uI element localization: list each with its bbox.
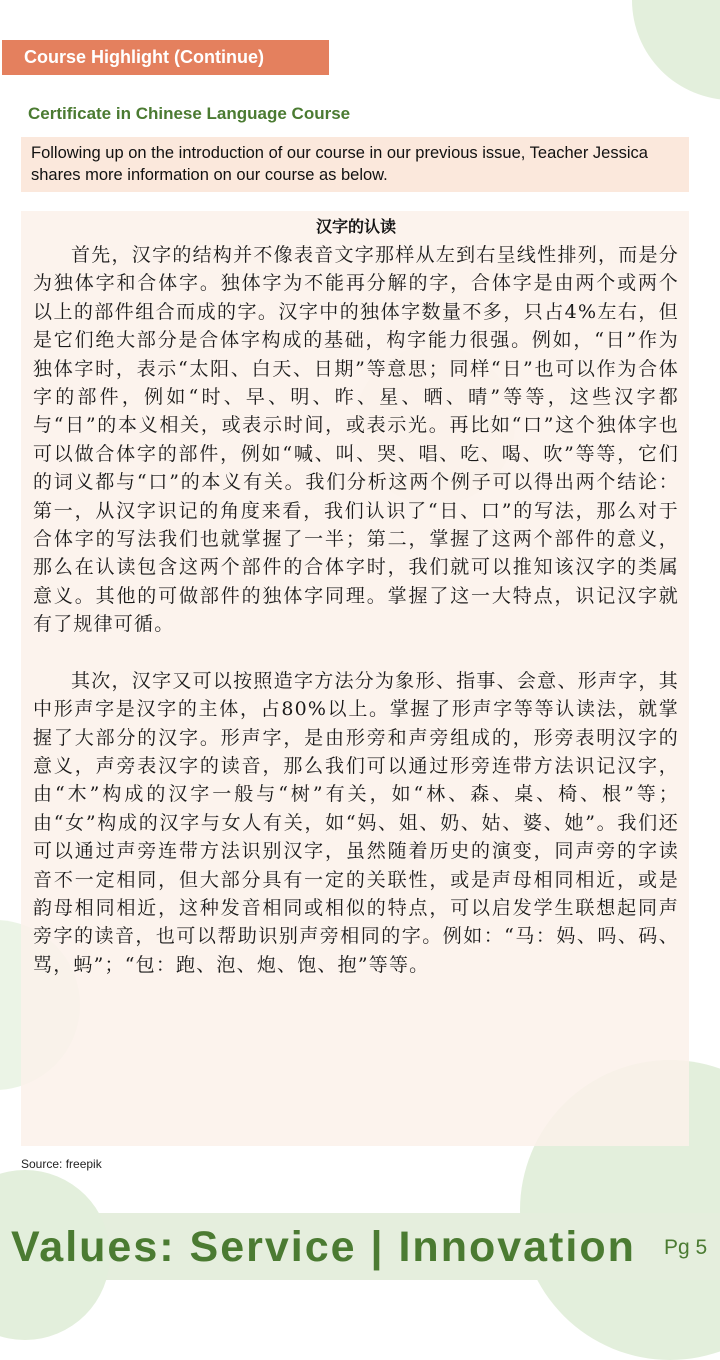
image-source: Source: freepik xyxy=(21,1157,102,1171)
article-paragraph-2: 其次，汉字又可以按照造字方法分为象形、指事、会意、形声字，其中形声字是汉字的主体，占80%以上。掌握了形声字等等认读法，就掌握了大部分的汉字。形声字，是由形旁和声旁组成的，形旁表明汉字的意义，声旁表汉字的读音，那么我们可以通过形旁连带方法识记汉字，由“木”构成的汉字一般与“树”有关，如“林、森、桌、椅、根”等；由“女”构成的汉字与女人有关，如“妈、姐、奶、姑、婆、她”。我们还可以通过声旁连带方法识别汉字，虽然随着历史的演变，同声旁的字读音不一定相同，但大部分具有一定的关联性，或是声母相同相近，或是韵母相同相近，这种发音相同或相似的特点，可以启发学生联想起同声旁字的读音，也可以帮助识别声旁相同的字。例如：“马：妈、吗、码、骂，蚂”；“包：跑、泡、炮、饱、抱”等等。 xyxy=(33,669,679,976)
decorative-circle-top-right xyxy=(632,0,720,100)
article-box xyxy=(21,211,689,1146)
article-title: 汉字的认读 xyxy=(315,217,396,236)
values-slogan: Values: Service | Innovation xyxy=(11,1223,636,1271)
page-number: Pg 5 xyxy=(664,1236,708,1259)
section-label: Course Highlight (Continue) xyxy=(2,40,329,75)
article-paragraph-1: 首先，汉字的结构并不像表音文字那样从左到右呈线性排列，而是分为独体字和合体字。独体字为不能再分解的字，合体字是由两个或两个以上的部件组合而成的字。汉字中的独体字数量不多，只占4%左右，但是它们绝大部分是合体字构成的基础，构字能力很强。例如，“日”作为独体字时，表示“太阳、白天、日期”等意思；同样“日”也可以作为合体字的部件，例如“时、早、明、昨、星、晒、晴”等等，这些汉字都与“日”的本义相关，或表示时间，或表示光。再比如“口”这个独体字也可以做合体字的部件，例如“喊、叫、哭、唱、吃、喝、吹”等等，它们的词义都与“口”的本义有关。我们分析这两个例子可以得出两个结论：第一，从汉字识记的角度来看，我们认识了“日、口”的写法，那么对于合体字的写法我们也就掌握了一半；第二，掌握了这两个部件的意义，那么在认读包含这两个部件的合体字时，我们就可以推知该汉字的类属意义。其他的可做部件的独体字同理。掌握了这一大特点，识记汉字就有了规律可循。 xyxy=(33,244,679,636)
intro-text: Following up on the introduction of our course in our previous issue, Teacher Jessica shares more information on our course as below. xyxy=(21,137,689,192)
course-subtitle: Certificate in Chinese Language Course xyxy=(28,104,351,123)
